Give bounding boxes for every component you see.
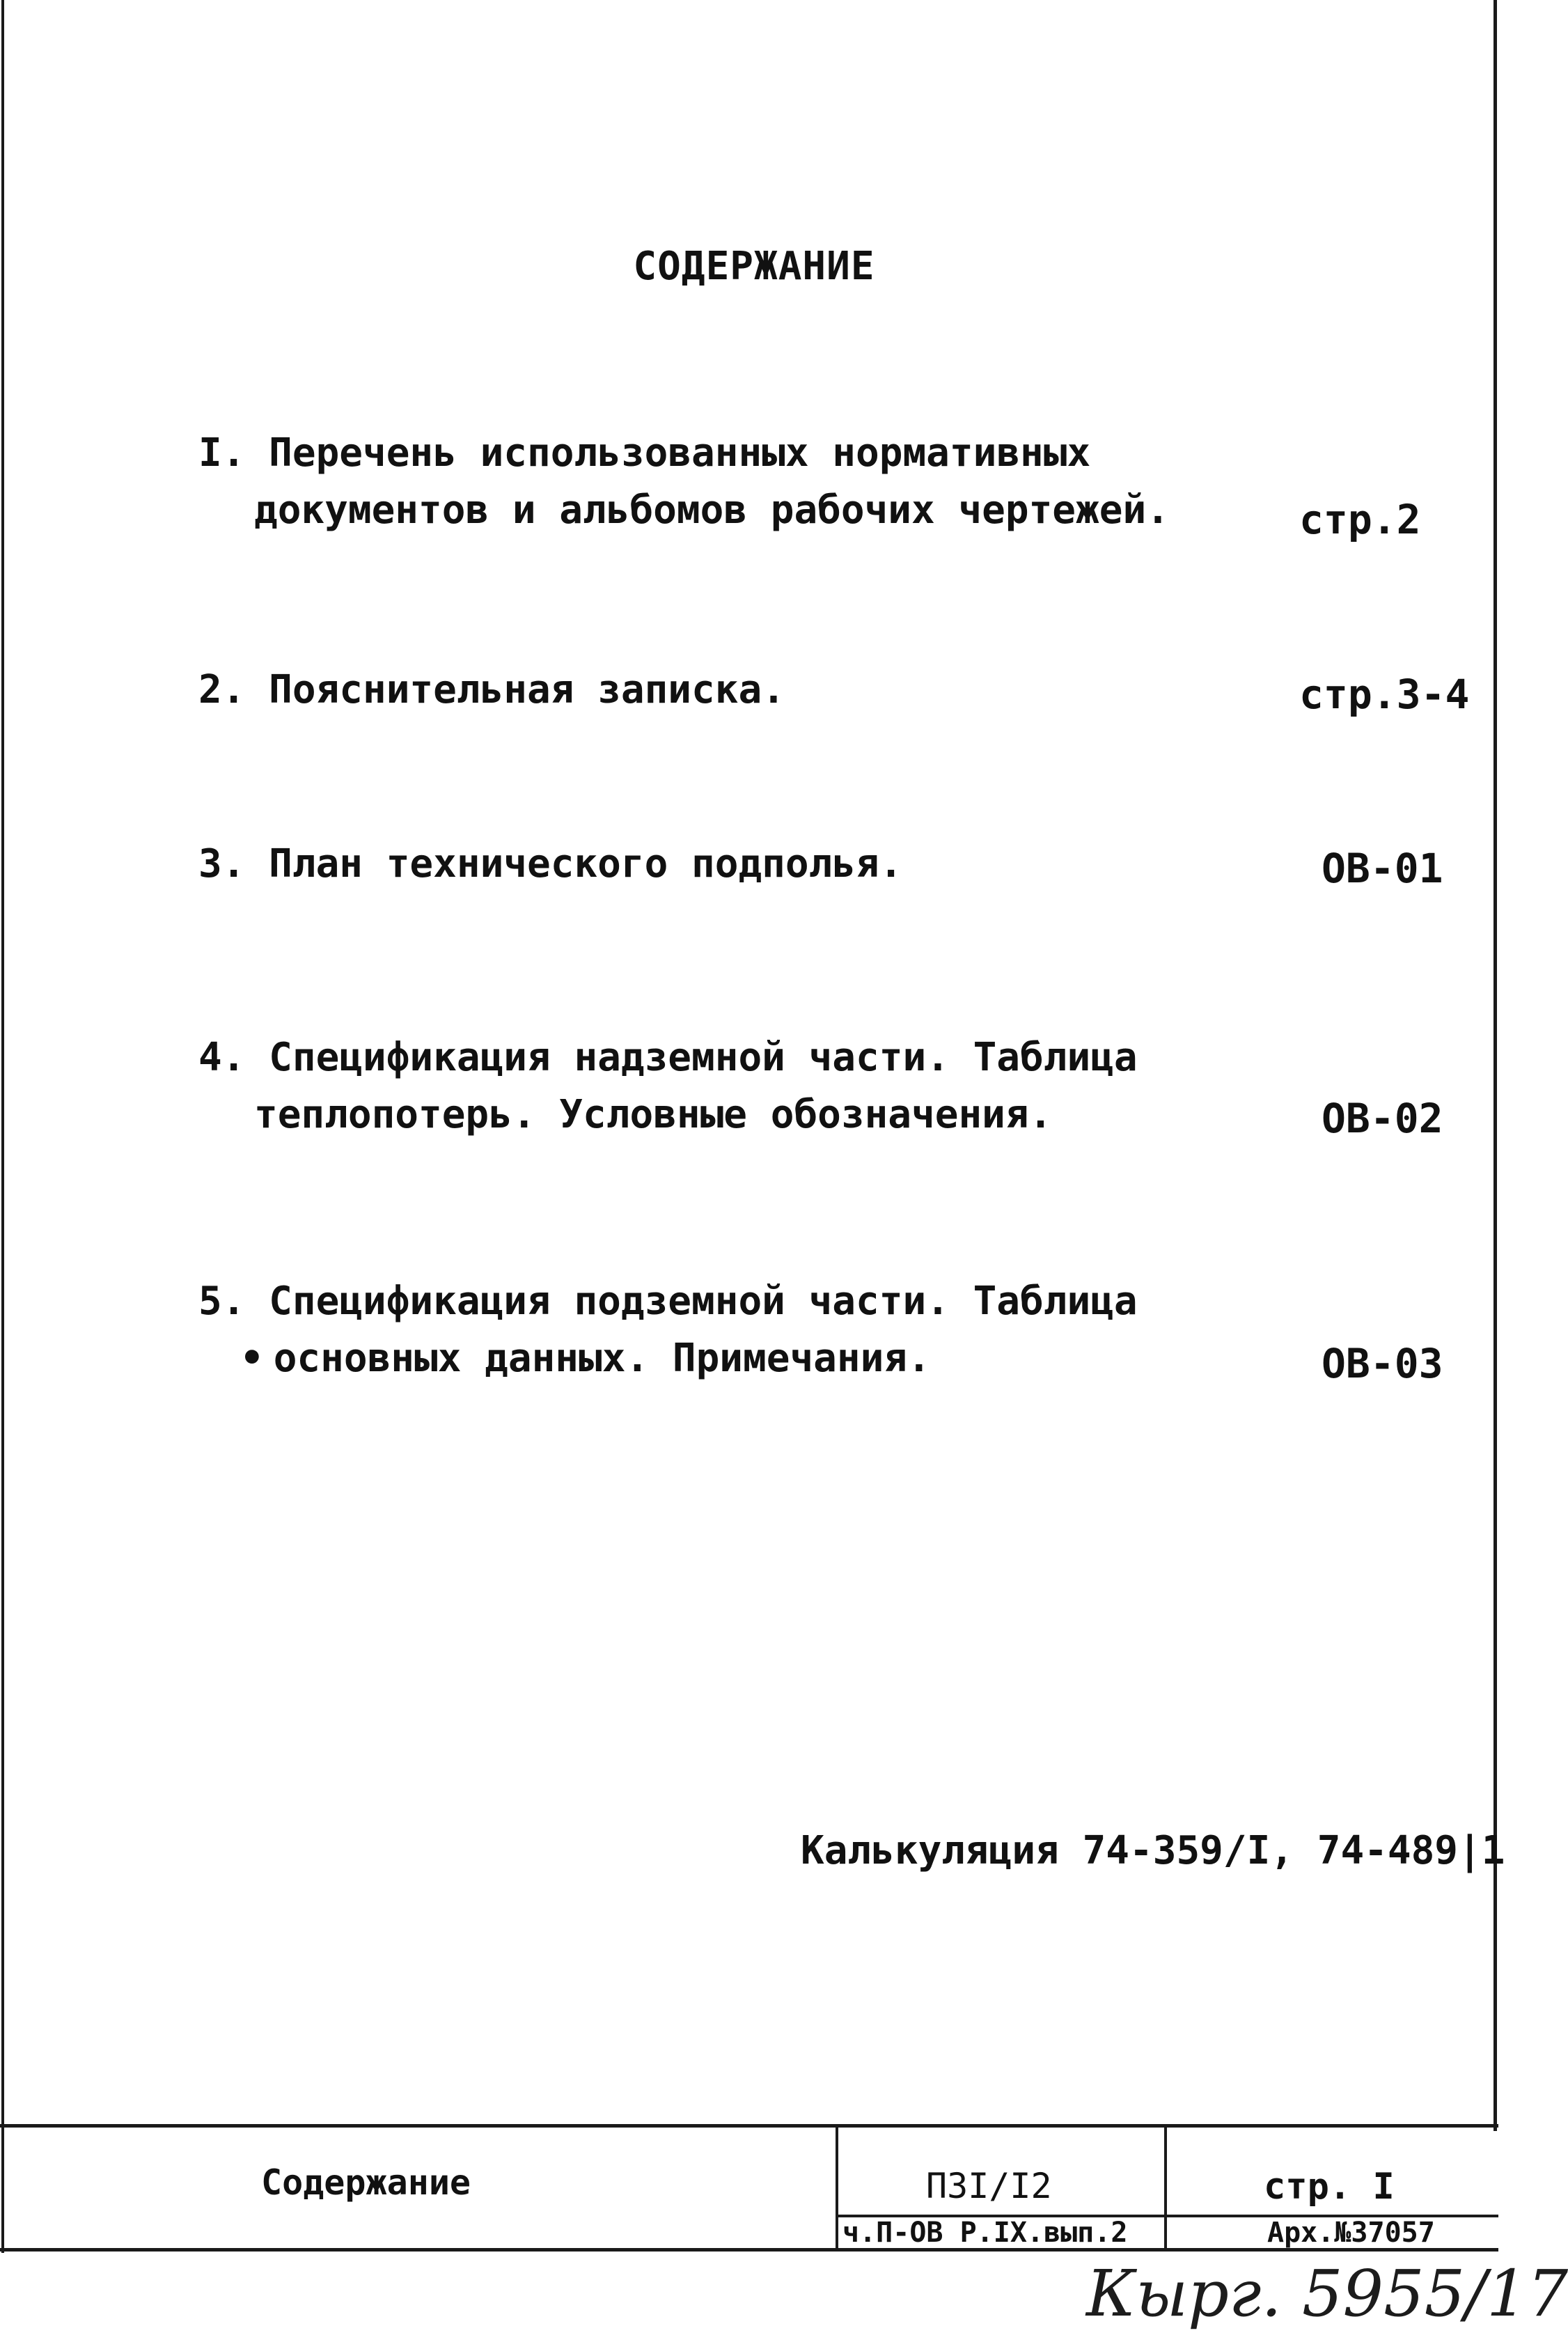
title-block-page: стр. I	[1264, 2166, 1395, 2208]
toc-entry-1-page: стр.2	[1299, 496, 1421, 543]
calculation-reference: Калькуляция 74-359/I, 74-489|1	[801, 1828, 1505, 1873]
toc-entry-3	[198, 836, 902, 893]
toc-entry-1	[198, 425, 1170, 539]
page-title: СОДЕРЖАНИЕ	[633, 244, 875, 289]
frame-right-border	[1493, 0, 1497, 2131]
toc-entry-5-line-2-text: основных данных. Примечания.	[273, 1336, 931, 1381]
toc-entry-5-page: ОВ-03	[1322, 1340, 1443, 1387]
toc-entry-4-line-1: 4. Спецификация надземной части. Таблица	[198, 1035, 1138, 1080]
toc-entry-1-line-2: документов и альбомов рабочих чертежей.	[254, 487, 1170, 533]
toc-entry-5-line-1: 5. Спецификация подземной части. Таблица	[198, 1279, 1138, 1324]
title-block-divider-1	[836, 2128, 838, 2248]
toc-entry-1-line-1: I. Перечень использованных нормативных	[198, 430, 1091, 476]
handwritten-inventory-note: Кырг. 5955/17	[1086, 2256, 1568, 2331]
toc-entry-3-page: ОВ-01	[1322, 845, 1443, 892]
toc-entry-3-line-1: 3. План технического подполья.	[198, 841, 903, 887]
title-block-code: ПЗI/I2	[926, 2166, 1052, 2206]
title-block-divider-2	[1164, 2128, 1167, 2248]
toc-entry-2	[198, 662, 785, 719]
toc-entry-4-line-2: теплопотерь. Условные обозначения.	[254, 1092, 1053, 1137]
title-block-part: ч.П-ОВ Р.IX.вып.2	[842, 2217, 1128, 2249]
toc-entry-5-line-2	[198, 1330, 1138, 1387]
toc-entry-4-page: ОВ-02	[1322, 1095, 1443, 1142]
title-block-name: Содержание	[261, 2162, 471, 2203]
toc-entry-5	[198, 1273, 1138, 1387]
frame-left-border	[1, 0, 4, 2253]
title-block	[0, 2124, 1498, 2252]
title-block-archive: Арх.№37057	[1267, 2217, 1435, 2249]
toc-entry-2-line-1: 2. Пояснительная записка.	[198, 667, 785, 712]
bullet-mark-icon: •	[240, 1336, 264, 1381]
toc-entry-4	[198, 1029, 1138, 1144]
toc-entry-2-page: стр.3-4	[1299, 671, 1470, 718]
